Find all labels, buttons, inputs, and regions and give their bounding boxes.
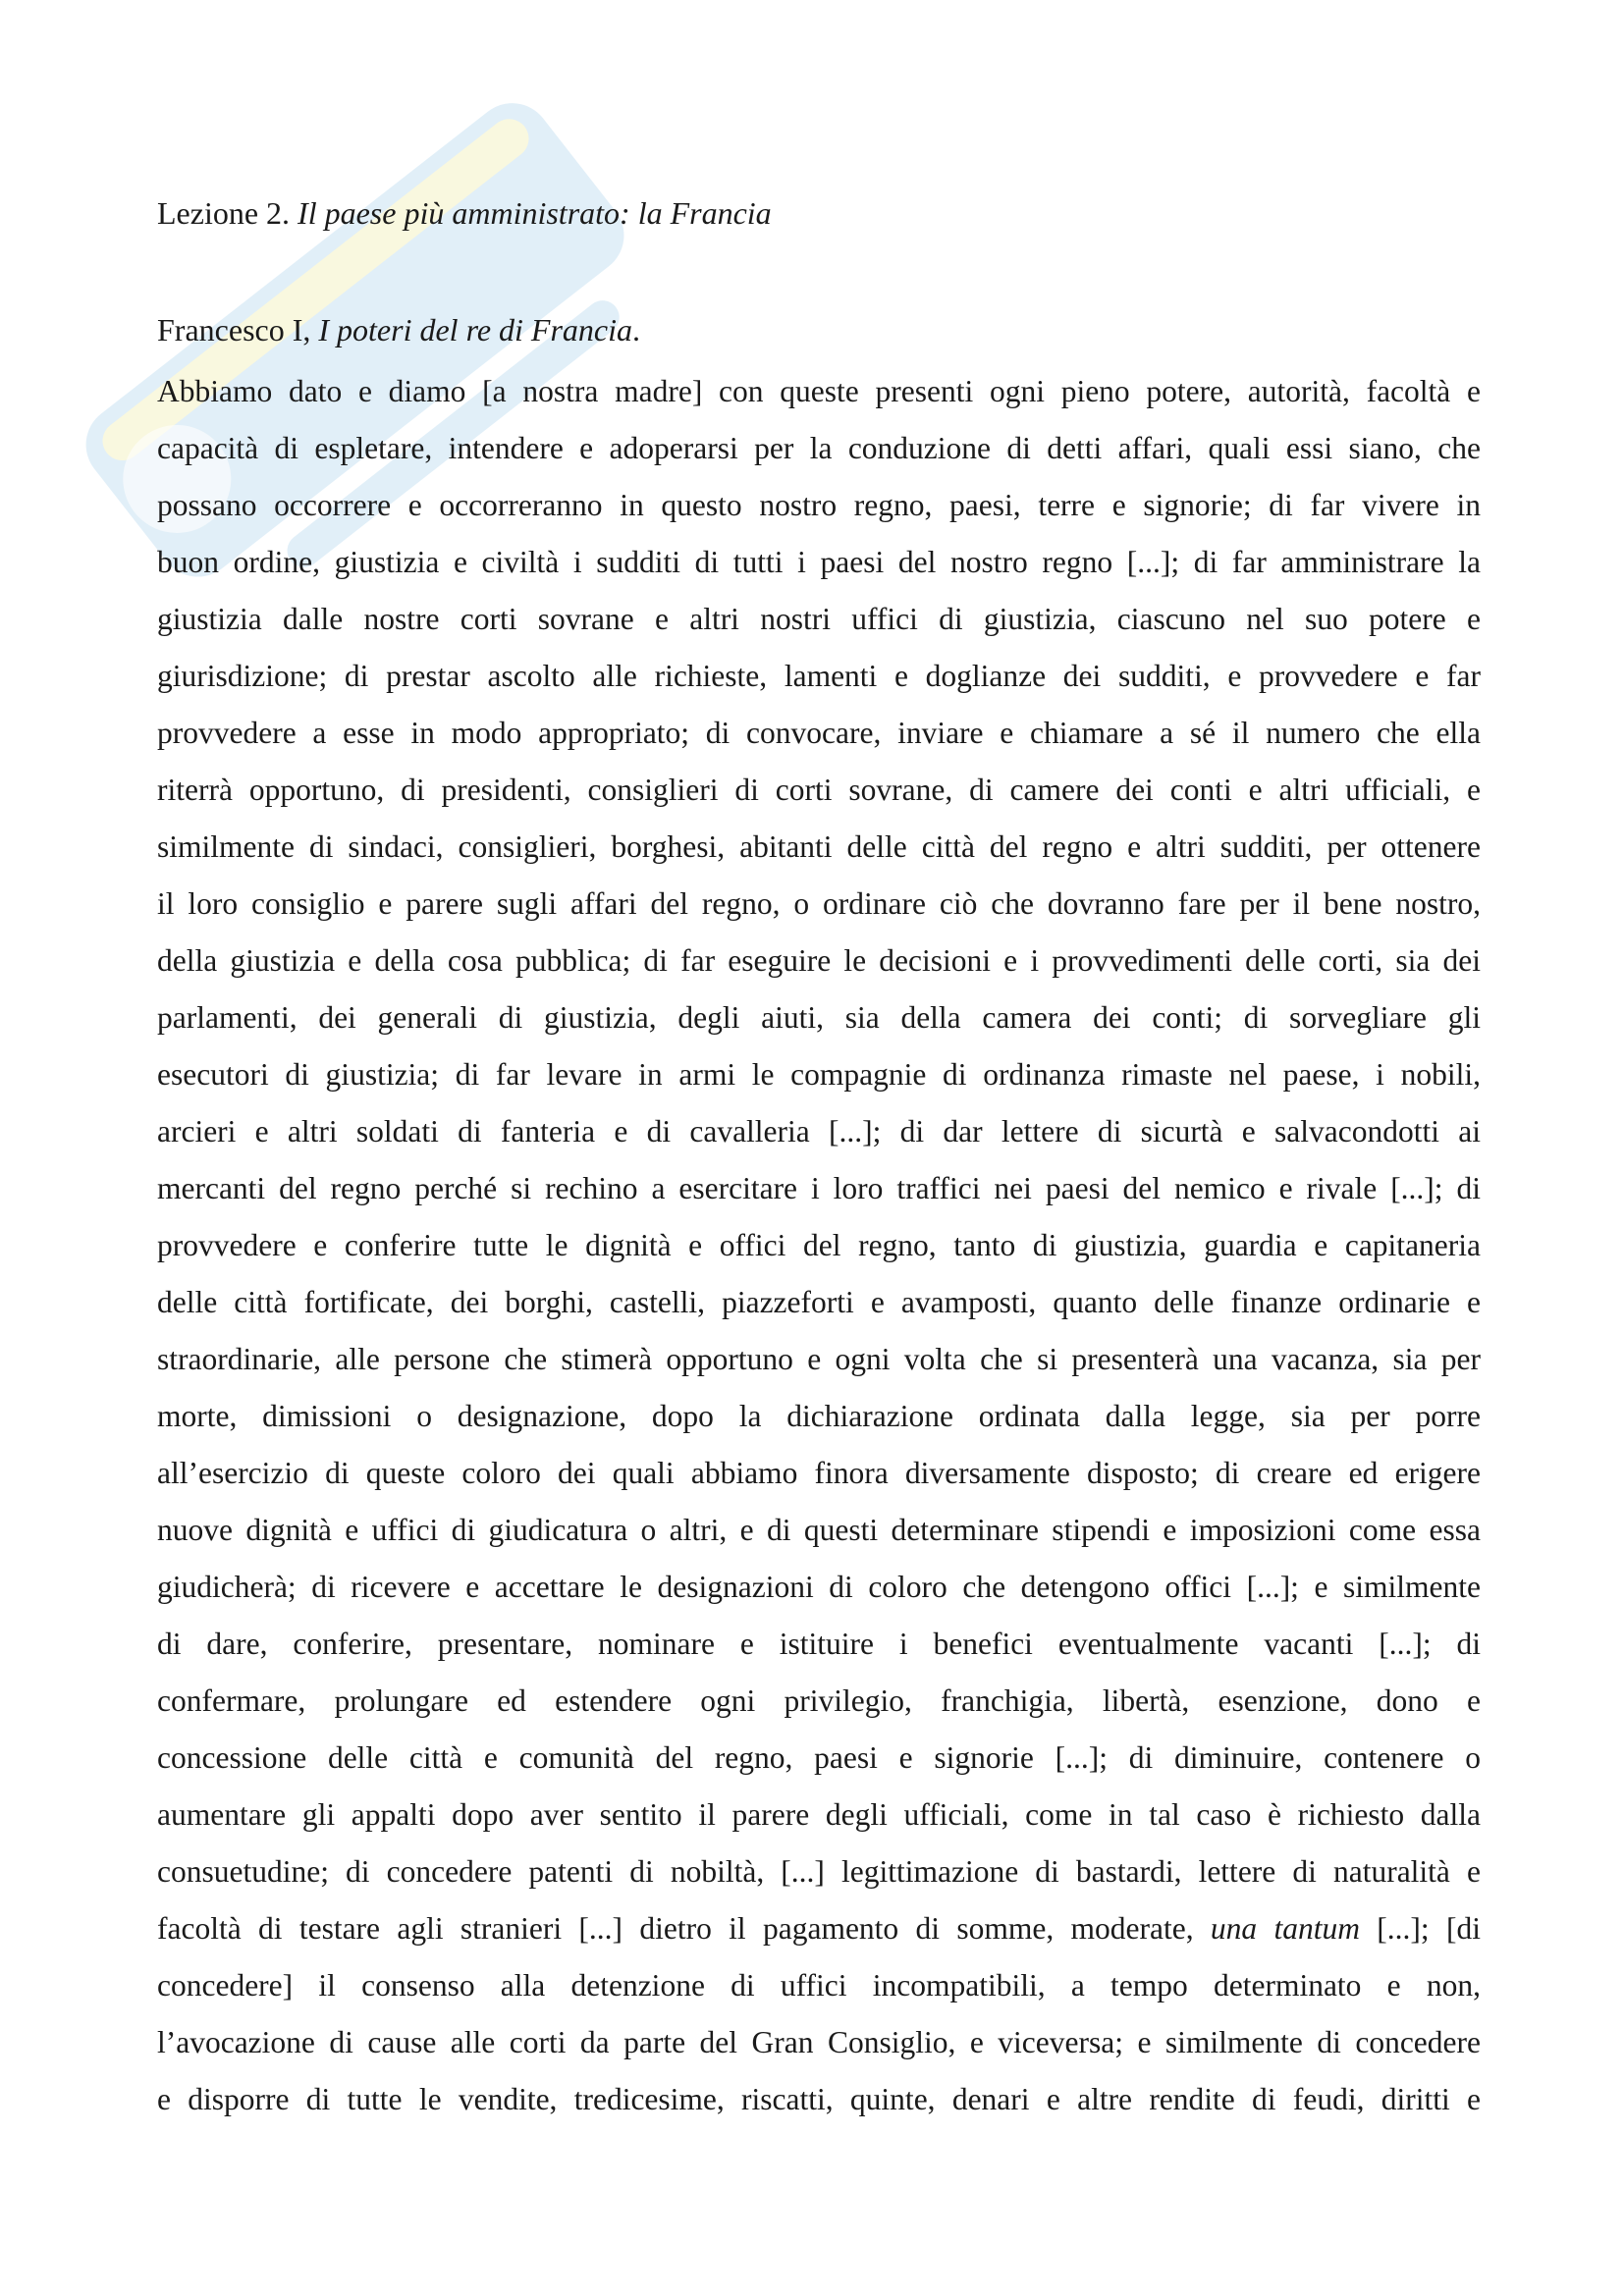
text-line-28-italic: una tantum [1210,1911,1360,1946]
source-work-title: I poteri del re di Francia [318,312,633,347]
text-line-31: e disporre di tutte le vendite, tredicesime, riscatti, quinte, denari e altre rendite di feudi, diritti e [157,2082,1481,2116]
text-line-21: nuove dignità e uffici di giudicatura o altri, e di questi determinare stipendi e imposizioni come essa [157,1513,1481,1547]
text-line-10: il loro consiglio e parere sugli affari del regno, o ordinare ciò che dovranno fare per il bene nostro, [157,886,1481,921]
source-suffix: . [632,312,641,347]
text-line-25: concessione delle città e comunità del regno, paesi e signorie [...]; di diminuire, contenere o [157,1740,1481,1775]
text-line-24: confermare, prolungare ed estendere ogni privilegio, franchigia, libertà, esenzione, dono e [157,1683,1481,1718]
text-line-13: esecutori di giustizia; di far levare in armi le compagnie di ordinanza rimaste nel paese, i nobili, [157,1057,1481,1092]
text-line-4: buon ordine, giustizia e civiltà i sudditi di tutti i paesi del nostro regno [...]; di far amministrare la [157,545,1481,579]
lesson-title-italic: Il paese più amministrato: la Francia [298,195,772,231]
source-title [157,310,640,349]
body-text [157,363,1481,2128]
text-line-1: Abbiamo dato e diamo [a nostra madre] con queste presenti ogni pieno potere, autorità, facoltà e [157,374,1481,408]
text-line-30: l’avocazione di cause alle corti da parte del Gran Consiglio, e viceversa; e similmente di concedere [157,2025,1481,2059]
text-line-22: giudicherà; di ricevere e accettare le designazioni di coloro che detengono offici [...]; e similmente [157,1570,1481,1604]
source-author: Francesco I, [157,312,319,347]
text-line-12: parlamenti, dei generali di giustizia, degli aiuti, sia della camera dei conti; di sorvegliare gli [157,1000,1481,1035]
text-line-16: provvedere e conferire tutte le dignità e offici del regno, tanto di giustizia, guardia e capitaneria [157,1228,1481,1262]
text-line-3: possano occorrere e occorreranno in questo nostro regno, paesi, terre e signorie; di far vivere in [157,488,1481,522]
text-line-8: riterrà opportuno, di presidenti, consiglieri di corti sovrane, di camere dei conti e altri ufficiali, e [157,773,1481,807]
text-line-28-after: [...]; [di [1359,1911,1481,1946]
text-line-15: mercanti del regno perché si rechino a esercitare i loro traffici nei paesi del nemico e rivale [...]; di [157,1171,1481,1205]
text-line-23: di dare, conferire, presentare, nominare e istituire i benefici eventualmente vacanti [...]; di [157,1627,1481,1661]
text-line-28-before: facoltà di testare agli stranieri [...] dietro il pagamento di somme, moderate, [157,1911,1211,1946]
text-line-6: giurisdizione; di prestar ascolto alle richieste, lamenti e doglianze dei sudditi, e provvedere e far [157,659,1481,693]
text-line-29: concedere] il consenso alla detenzione di uffici incompatibili, a tempo determinato e non, [157,1968,1481,2002]
text-line-27: consuetudine; di concedere patenti di nobiltà, [...] legittimazione di bastardi, lettere di naturalità e [157,1854,1481,1889]
text-line-19: morte, dimissioni o designazione, dopo la dichiarazione ordinata dalla legge, sia per porre [157,1399,1481,1433]
text-line-5: giustizia dalle nostre corti sovrane e altri nostri uffici di giustizia, ciascuno nel suo potere e [157,602,1481,636]
text-line-20: all’esercizio di queste coloro dei quali abbiamo finora diversamente disposto; di creare ed erigere [157,1456,1481,1490]
text-line-14: arcieri e altri soldati di fanteria e di cavalleria [...]; di dar lettere di sicurtà e salvacondotti ai [157,1114,1481,1148]
lesson-title [157,193,772,233]
text-line-28 [157,1900,1481,1957]
text-line-18: straordinarie, alle persone che stimerà opportuno e ogni volta che si presenterà una vacanza, sia per [157,1342,1481,1376]
lesson-prefix: Lezione 2. [157,195,298,231]
text-line-2: capacità di espletare, intendere e adoperarsi per la conduzione di detti affari, quali essi siano, che [157,431,1481,465]
text-line-17: delle città fortificate, dei borghi, castelli, piazzeforti e avamposti, quanto delle finanze ordinarie e [157,1285,1481,1319]
text-line-7: provvedere a esse in modo appropriato; di convocare, inviare e chiamare a sé il numero che ella [157,716,1481,750]
text-line-26: aumentare gli appalti dopo aver sentito il parere degli ufficiali, come in tal caso è richiesto dalla [157,1797,1481,1832]
text-line-9: similmente di sindaci, consiglieri, borghesi, abitanti delle città del regno e altri sudditi, per ottenere [157,829,1481,864]
text-line-11: della giustizia e della cosa pubblica; di far eseguire le decisioni e i provvedimenti delle corti, sia dei [157,943,1481,978]
